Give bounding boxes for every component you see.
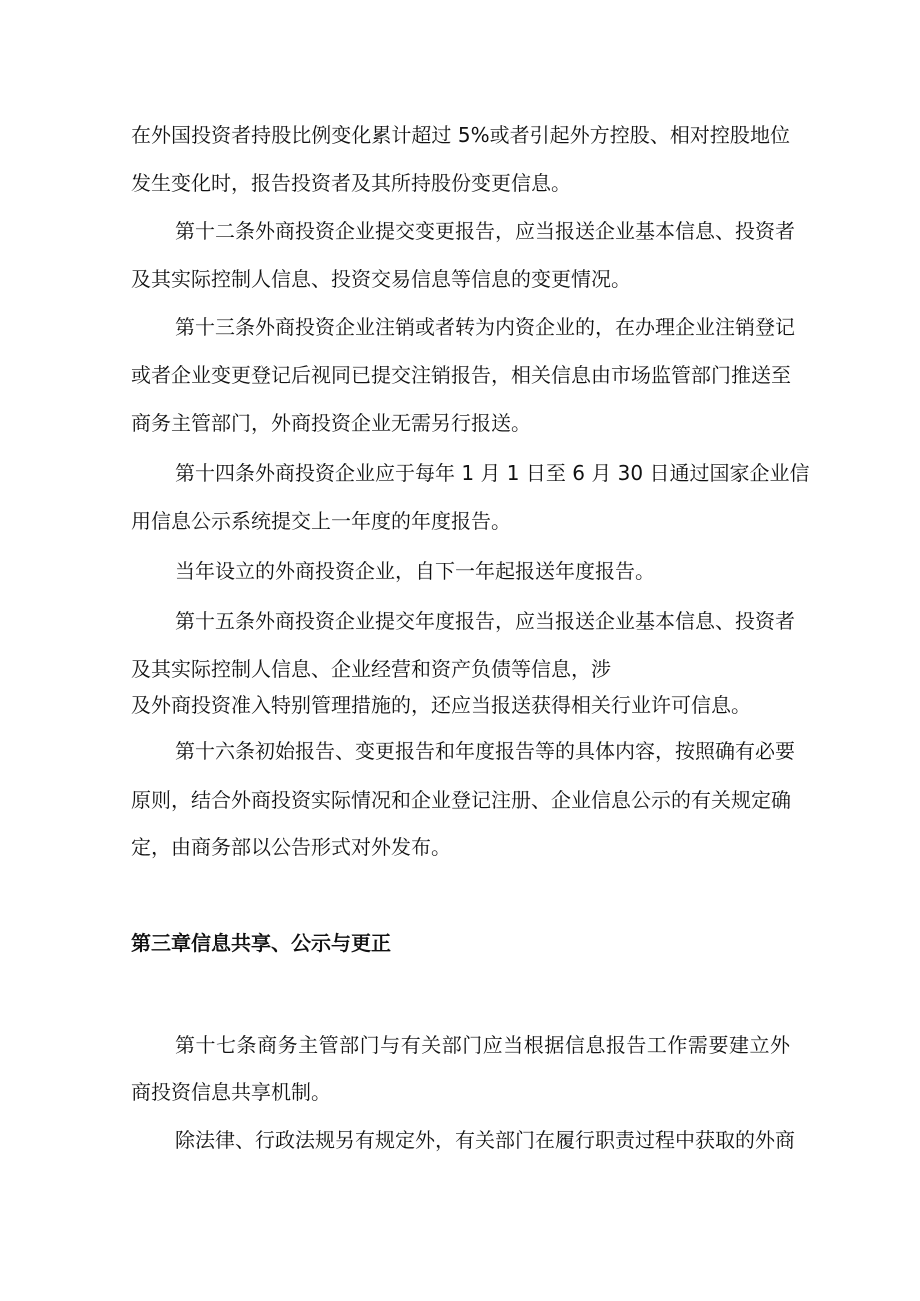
text-line: 定，由商务部以公告形式对外发布。 (131, 835, 451, 859)
article-17: 第十七条商务主管部门与有关部门应当根据信息报告工作需要建立外 (175, 1033, 790, 1057)
text-line: 及其实际控制人信息、企业经营和资产负债等信息，涉 (131, 657, 611, 681)
text-line: 原则，结合外商投资实际情况和企业登记注册、企业信息公示的有关规定确 (131, 788, 791, 812)
text-line: 在外国投资者持股比例变化累计超过 5%或者引起外方控股、相对控股地位 (131, 123, 790, 147)
text-line: 发生变化时，报告投资者及其所持股份变更信息。 (131, 171, 571, 195)
text-line: 商投资信息共享机制。 (131, 1080, 331, 1104)
text-line: 及其实际控制人信息、投资交易信息等信息的变更情况。 (131, 267, 631, 291)
text-line: 用信息公示系统提交上一年度的年度报告。 (131, 509, 511, 533)
article-12: 第十二条外商投资企业提交变更报告，应当报送企业基本信息、投资者 (175, 219, 795, 243)
article-16: 第十六条初始报告、变更报告和年度报告等的具体内容，按照确有必要 (175, 739, 795, 763)
chapter-heading: 第三章信息共享、公示与更正 (131, 931, 391, 955)
article-14: 第十四条外商投资企业应于每年 1 月 1 日至 6 月 30 日通过国家企业信 (175, 461, 810, 485)
text-line: 除法律、行政法规另有规定外，有关部门在履行职责过程中获取的外商 (175, 1128, 795, 1152)
article-15: 第十五条外商投资企业提交年度报告，应当报送企业基本信息、投资者 (175, 609, 795, 633)
text-line: 或者企业变更登记后视同已提交注销报告，相关信息由市场监管部门推送至 (131, 363, 791, 387)
text-line: 商务主管部门，外商投资企业无需另行报送。 (131, 411, 531, 435)
text-line: 当年设立的外商投资企业，自下一年起报送年度报告。 (175, 559, 655, 583)
text-line: 及外商投资准入特别管理措施的，还应当报送获得相关行业许可信息。 (131, 693, 751, 717)
article-13: 第十三条外商投资企业注销或者转为内资企业的，在办理企业注销登记 (175, 315, 795, 339)
